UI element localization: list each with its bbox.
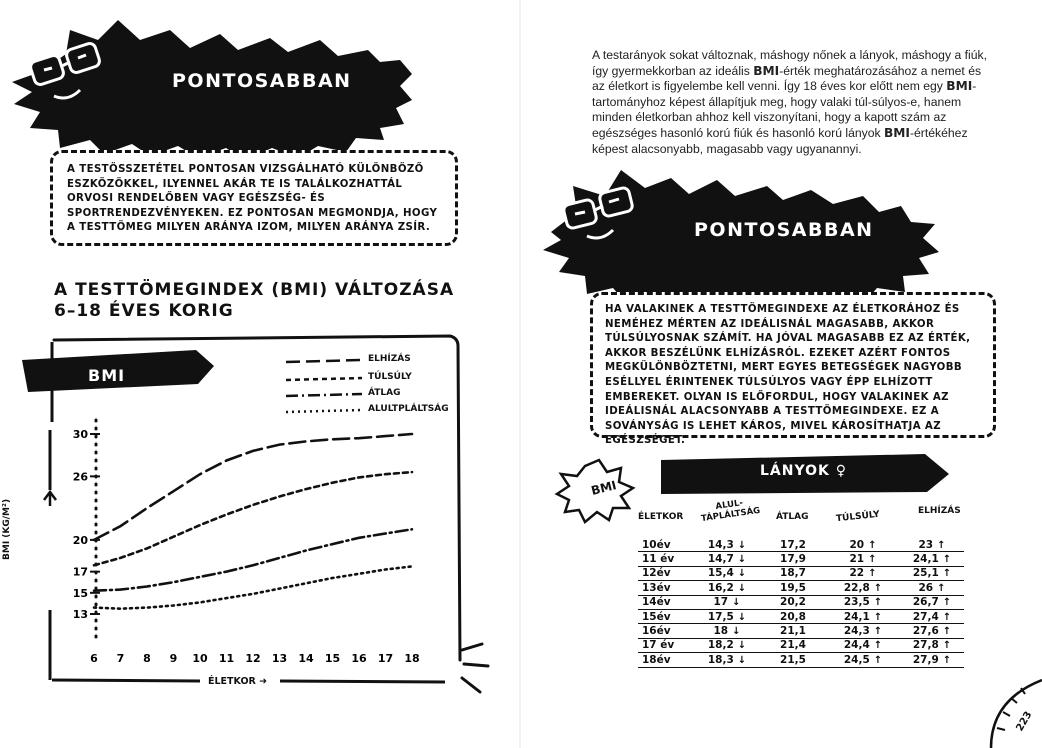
arrow-down-icon: ↓: [737, 554, 747, 566]
cell-value: 11 év: [642, 553, 675, 566]
arrow-down-icon: ↓: [732, 597, 741, 609]
table-cell: [900, 609, 964, 623]
table-cell: [694, 552, 760, 566]
x-tick-label: 9: [169, 652, 178, 665]
cell-value: 26: [918, 581, 934, 594]
y-axis-label: BMI (KG/M²): [2, 498, 12, 560]
cell-value: 21,4: [780, 639, 806, 652]
table-row: [638, 609, 964, 623]
cell-value: 21,1: [780, 625, 806, 638]
table-cell: [694, 653, 760, 667]
cell-value: 26,7: [912, 596, 939, 609]
col-header-underweight: ALUL-TÁPLÁLTSÁG: [700, 498, 761, 525]
cell-value: 18év: [642, 653, 671, 666]
table-cell: [826, 638, 900, 652]
table-cell: [694, 624, 760, 638]
intro-bmi-3: BMI: [884, 125, 910, 140]
table-cell: [638, 581, 694, 595]
x-tick-label: 12: [245, 652, 261, 665]
cell-value: 19,5: [780, 581, 806, 594]
table-cell: [900, 595, 964, 609]
spark-lines-icon: [462, 644, 488, 692]
cell-value: 27,9: [912, 653, 939, 666]
x-axis-label: [208, 676, 267, 687]
x-tick-label: 15: [324, 652, 341, 665]
table-cell: [826, 624, 900, 638]
table-cell: [760, 595, 826, 609]
cell-value: 15,4: [707, 567, 734, 580]
cell-value: 12év: [642, 567, 671, 580]
table-cell: [694, 538, 760, 552]
table-cell: [760, 624, 826, 638]
table-cell: [694, 638, 760, 652]
chart-heading-line2: 6–18 ÉVES KORIG: [54, 301, 234, 321]
table-banner-title: LÁNYOK ♀: [760, 463, 847, 479]
cell-value: 20: [849, 538, 865, 551]
table-cell: [760, 581, 826, 595]
cell-value: 27,8: [912, 639, 939, 652]
cell-value: 24,5: [843, 653, 870, 666]
x-tick-label: 17: [377, 652, 394, 665]
arrow-up-icon: ↑: [873, 626, 883, 638]
table-cell: [900, 624, 964, 638]
table-cell: [900, 581, 964, 595]
table-cell: [826, 581, 900, 595]
y-tick-label: 30: [72, 428, 88, 441]
cell-value: 24,3: [843, 625, 870, 638]
arrow-down-icon: ↓: [737, 582, 747, 594]
right-callout-box: [590, 292, 996, 447]
x-tick-label: 6: [90, 652, 98, 665]
arrow-down-icon: ↓: [737, 539, 747, 551]
arrow-right-icon: ➜: [259, 676, 268, 687]
intro-text-3: -tartományhoz képest állapítjuk meg, hogy valaki túl-súlyos-e, hanem minden életkorban ahhoz kell viszonyítani, hogy a kapott szám az egészséges hasonló korú fiúk és hasonló korú lányok: [592, 79, 977, 140]
left-callout-box: [50, 150, 458, 246]
cell-value: 21,5: [780, 653, 806, 666]
bmi-table: [638, 538, 964, 668]
y-tick-label: 26: [72, 470, 88, 484]
bmi-line-chart: [94, 434, 412, 609]
intro-text-1: A testarányok sokat változnak, máshogy nőnek a lányok, máshogy a fiúk, így gyermekkorban az ideális: [592, 48, 987, 78]
table-cell: [900, 653, 964, 667]
col-header-overweight: TÚLSÚLY: [835, 509, 881, 525]
page-number: 223: [1014, 709, 1035, 734]
legend-label-overweight: TÚLSÚLY: [368, 372, 412, 382]
arrow-up-icon: ↑: [942, 611, 952, 623]
cell-value: 21: [849, 553, 865, 566]
arrow-down-icon: ↓: [732, 626, 741, 638]
arrow-up-icon: ↑: [942, 640, 952, 652]
arrow-up-icon: ↑: [942, 554, 952, 566]
table-cell: [760, 609, 826, 623]
table-bmi-tag: BMI: [589, 478, 618, 498]
cell-value: 17 év: [642, 639, 675, 652]
chart-heading-line1: A TESTTÖMEGINDEX (BMI) VÁLTOZÁSA: [54, 280, 455, 300]
page-corner-arc: [991, 680, 1042, 748]
table-cell: [900, 552, 964, 566]
arrow-up-icon: ↑: [873, 597, 883, 609]
cell-value: 22,8: [843, 581, 870, 594]
cell-value: 10év: [642, 538, 671, 551]
arrow-down-icon: ↓: [737, 611, 747, 623]
table-cell: [638, 552, 694, 566]
x-tick-label: 8: [143, 652, 151, 665]
legend-label-obesity: ELHÍZÁS: [368, 354, 411, 364]
arrow-up-icon: ↑: [873, 611, 883, 623]
arrow-up-icon: ↑: [873, 640, 883, 652]
x-axis-label-text: ÉLETKOR: [208, 676, 256, 687]
arrow-up-icon: ↑: [873, 654, 883, 666]
table-cell: [638, 566, 694, 580]
cell-value: 15év: [642, 610, 671, 623]
table-cell: [694, 566, 760, 580]
table-row: [638, 581, 964, 595]
left-callout-text: A TESTÖSSZETÉTEL PONTOSAN VIZSGÁLHATÓ KÜLÖNBÖZŐ ESZKÖZÖKKEL, ILYENNEL AKÁR TE IS TALÁLKOZHATTÁL ORVOSI RENDELŐBEN VAGY EGÉSZSÉG- ÉS SPORTRENDEZVÉNYEKEN. EZ PONTOSAN MEGMONDJA, HOGY A TESTTÖMEG MILYEN ARÁNYA IZOM, MILYEN ARÁNYA ZSÍR.: [67, 164, 438, 234]
series-line-0: [94, 434, 412, 540]
table-cell: [694, 609, 760, 623]
series-line-2: [94, 529, 412, 590]
arrow-up-icon: ↑: [873, 582, 883, 594]
cell-value: 14,7: [707, 553, 734, 566]
y-tick-label: 13: [72, 608, 88, 621]
table-cell: [638, 653, 694, 667]
table-cell: [760, 638, 826, 652]
arrow-up-icon: ↑: [942, 597, 952, 609]
intro-bmi-1: BMI: [753, 63, 780, 78]
cell-value: 17,9: [780, 553, 806, 566]
cell-value: 23,5: [843, 596, 870, 609]
col-header-average: ÁTLAG: [776, 512, 809, 522]
legend-label-average: ÁTLAG: [368, 388, 401, 398]
x-axis-line: [52, 680, 200, 681]
cell-value: 14,3: [707, 538, 734, 551]
table-cell: [826, 653, 900, 667]
table-row: [638, 653, 964, 667]
table-cell: [760, 552, 826, 566]
series-line-1: [94, 472, 412, 565]
chart-legend: [286, 360, 362, 412]
legend-line-underweight: [286, 410, 362, 412]
table-cell: [900, 638, 964, 652]
legend-line-overweight: [286, 378, 362, 380]
col-header-age: ÉLETKOR: [638, 512, 684, 522]
bmi-table-container: [638, 538, 964, 668]
x-tick-label: 11: [218, 652, 235, 665]
cell-value: 20,2: [780, 596, 806, 609]
left-page-graphics: [0, 0, 520, 748]
table-cell: [760, 538, 826, 552]
y-tick-label: 15: [72, 586, 88, 600]
cell-value: 18: [713, 625, 729, 638]
arrow-up-icon: ↑: [942, 654, 952, 666]
cell-value: 20,8: [780, 610, 806, 623]
x-tick-label: 7: [116, 652, 125, 665]
x-tick-label: 14: [298, 652, 314, 665]
cell-value: 17,5: [707, 610, 734, 623]
table-cell: [826, 609, 900, 623]
cell-value: 24,1: [843, 610, 870, 623]
right-callout-text: HA VALAKINEK A TESTTÖMEGINDEXE AZ ÉLETKORÁHOZ ÉS NEMÉHEZ MÉRTEN AZ IDEÁLISNÁL MAGASABB, AKKOR TÚLSÚLYOSNAK SZÁMÍT. HA JÓVAL MAGASABB EZ AZ ÉRTÉK, AKKOR BESZÉLÜNK ELHÍZÁSRÓL. EZEKET AZÉRT FONTOS MEGKÜLÖNBÖZTETNI, MERT EGYES BETEGSÉGEK NAGYOBB ESÉLLYEL ÉRINTENEK TÚLSÚLYOS VAGY ÉPP ELHÍZOTT EMBEREKET. OLYAN IS ELŐFORDUL, HOGY VALAKINEK AZ IDEÁLISNÁL ALACSONYABB A TESTTÖMEGINDEXE. EZ A SOVÁNYSÁG IS LEHET KÁROS, MIVEL KÁROSÍTHATJA AZ EGÉSZSÉGET.: [605, 304, 971, 447]
cell-value: 24,1: [912, 553, 939, 566]
table-cell: [900, 538, 964, 552]
table-cell: [694, 595, 760, 609]
table-cell: [694, 581, 760, 595]
x-tick-label: 16: [351, 652, 367, 665]
cell-value: 23: [918, 538, 934, 551]
cell-value: 13év: [642, 581, 671, 594]
arrow-down-icon: ↓: [737, 568, 747, 580]
table-cell: [760, 566, 826, 580]
x-axis-line-right: [280, 681, 445, 682]
arrow-up-icon: ↑: [942, 626, 952, 638]
arrow-down-icon: ↓: [737, 640, 747, 652]
col-header-obesity: ELHÍZÁS: [918, 506, 961, 516]
intro-bmi-2: BMI: [946, 79, 973, 94]
cell-value: 18,7: [780, 567, 806, 580]
cell-value: 24,4: [843, 639, 870, 652]
left-callout-title: PONTOSABBAN: [172, 70, 352, 92]
table-cell: [638, 609, 694, 623]
legend-line-average: [286, 394, 362, 396]
table-cell: [638, 538, 694, 552]
chart-heading: [54, 280, 454, 322]
intro-text-2: -érték meghatározásához a nemet és az életkort is figyelembe kell venni. Így 18 éves kor előtt nem egy: [592, 63, 982, 94]
arrow-up-icon: ↑: [868, 539, 877, 551]
x-tick-label: 13: [271, 652, 288, 665]
x-tick-labels: [90, 652, 419, 665]
cell-value: 16,2: [707, 581, 734, 594]
arrow-up-icon: ↑: [868, 554, 877, 566]
y-tick-label: 20: [72, 533, 88, 547]
table-row: [638, 638, 964, 652]
intro-text-4: -értékéhez képest alacsonyabb, magasabb vagy ugyanannyi.: [592, 125, 968, 156]
cell-value: 25,1: [912, 567, 939, 580]
bmi-tag-label: BMI: [88, 366, 126, 385]
legend-line-obesity: [286, 360, 362, 362]
table-cell: [826, 552, 900, 566]
table-cell: [826, 595, 900, 609]
table-cell: [638, 624, 694, 638]
arrow-up-icon: ↑: [868, 568, 877, 580]
table-cell: [638, 595, 694, 609]
cell-value: 14év: [642, 596, 671, 609]
cell-value: 27,4: [912, 610, 939, 623]
right-callout-title: PONTOSABBAN: [694, 219, 874, 241]
table-cell: [760, 653, 826, 667]
cell-value: 22: [849, 567, 865, 580]
table-row: [638, 538, 964, 552]
legend-label-underweight: ALULTPLÁLTSÁG: [368, 404, 449, 414]
table-row: [638, 566, 964, 580]
cell-value: 17,2: [780, 538, 806, 551]
arrow-up-icon: ↑: [937, 539, 946, 551]
cell-value: 18,2: [707, 639, 734, 652]
cell-value: 18,3: [707, 653, 734, 666]
arrow-up-icon: ↑: [937, 582, 946, 594]
cell-value: 16év: [642, 625, 671, 638]
arrow-down-icon: ↓: [737, 654, 747, 666]
table-cell: [826, 566, 900, 580]
arrow-up-icon: ↑: [942, 568, 952, 580]
table-row: [638, 624, 964, 638]
x-tick-label: 10: [192, 652, 208, 665]
table-cell: [638, 638, 694, 652]
cell-value: 17: [713, 596, 729, 609]
y-axis-arrow-icon: [44, 492, 56, 506]
table-cell: [826, 538, 900, 552]
table-row: [638, 552, 964, 566]
y-tick-label: 17: [72, 565, 88, 579]
table-cell: [900, 566, 964, 580]
x-tick-label: 18: [404, 652, 420, 665]
table-row: [638, 595, 964, 609]
cell-value: 27,6: [912, 625, 939, 638]
